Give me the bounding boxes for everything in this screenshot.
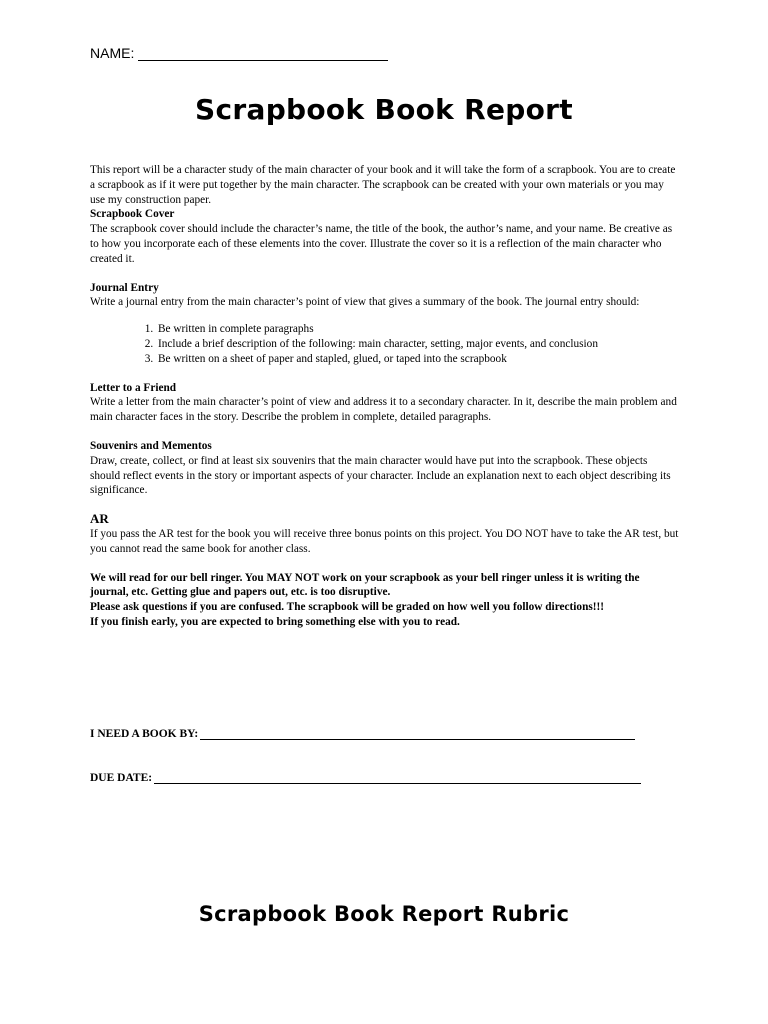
due-date-blank-line bbox=[154, 771, 641, 784]
list-item: 1. Be written in complete paragraphs bbox=[156, 322, 680, 337]
journal-requirements-list bbox=[90, 322, 680, 366]
letter-heading: Letter to a Friend bbox=[90, 381, 177, 394]
bell-ringer-note: We will read for our bell ringer. You MAY NOT work on your scrapbook as your bell ringer unless it is writing the journal, etc. Getting glue and papers out, etc. is too disruptive. bbox=[90, 571, 640, 599]
section-journal bbox=[90, 281, 680, 367]
questions-note: Please ask questions if you are confused. The scrapbook will be graded on how well you follow directions!!! bbox=[90, 601, 605, 614]
need-book-label: I NEED A BOOK BY: bbox=[90, 728, 199, 740]
souvenirs-text: Draw, create, collect, or find at least six souvenirs that the main character would have put into the scrapbook. These objects should reflect events in the story or important aspects of your character. Include an explanation next to each object describing its significance. bbox=[90, 454, 671, 497]
journal-text: Write a journal entry from the main character’s point of view that gives a summary of the book. The journal entry should: bbox=[90, 296, 640, 309]
page-title: Scrapbook Book Report bbox=[195, 93, 573, 126]
list-item: 3. Be written on a sheet of paper and stapled, glued, or taped into the scrapbook bbox=[156, 352, 680, 367]
section-ar bbox=[90, 512, 680, 556]
section-cover bbox=[90, 207, 680, 266]
letter-text: Write a letter from the main character’s point of view and address it to a secondary character. In it, describe the main problem and main character faces in the story. Describe the problem in complete, detailed paragraphs. bbox=[90, 396, 677, 424]
name-label: NAME: bbox=[90, 45, 135, 61]
rubric-title: Scrapbook Book Report Rubric bbox=[198, 902, 570, 926]
journal-heading: Journal Entry bbox=[90, 281, 159, 294]
need-book-blank-line bbox=[200, 727, 635, 740]
cover-heading: Scrapbook Cover bbox=[90, 208, 175, 221]
due-date-field bbox=[90, 771, 641, 784]
ar-heading: AR bbox=[90, 511, 109, 527]
cover-text: The scrapbook cover should include the character’s name, the title of the book, the author’s name, and your name. Be creative as to how you incorporate each of these elements into the cover. Illustrate the cover so it is a reflection of the main character who created it. bbox=[90, 223, 673, 265]
intro-paragraph: This report will be a character study of the main character of your book and it will take the form of a scrapbook. You are to create a scrapbook as if it were put together by the main character. The scrapbook can be created with your own materials or you may use my construction paper. bbox=[90, 164, 676, 206]
finish-early-note: If you finish early, you are expected to bring something else with you to read. bbox=[90, 615, 460, 628]
section-souvenirs bbox=[90, 439, 680, 498]
ar-text: If you pass the AR test for the book you will receive three bonus points on this project. You DO NOT have to take the AR test, but you cannot read the same book for another class. bbox=[90, 527, 679, 555]
name-blank-line bbox=[138, 46, 388, 61]
section-letter bbox=[90, 381, 680, 425]
list-item: 2. Include a brief description of the following: main character, setting, major events, and conclusion bbox=[156, 337, 680, 352]
souvenirs-heading: Souvenirs and Mementos bbox=[90, 439, 212, 452]
name-field bbox=[90, 45, 388, 61]
need-book-field bbox=[90, 727, 635, 740]
due-date-label: DUE DATE: bbox=[90, 772, 153, 784]
report-body bbox=[90, 163, 680, 630]
